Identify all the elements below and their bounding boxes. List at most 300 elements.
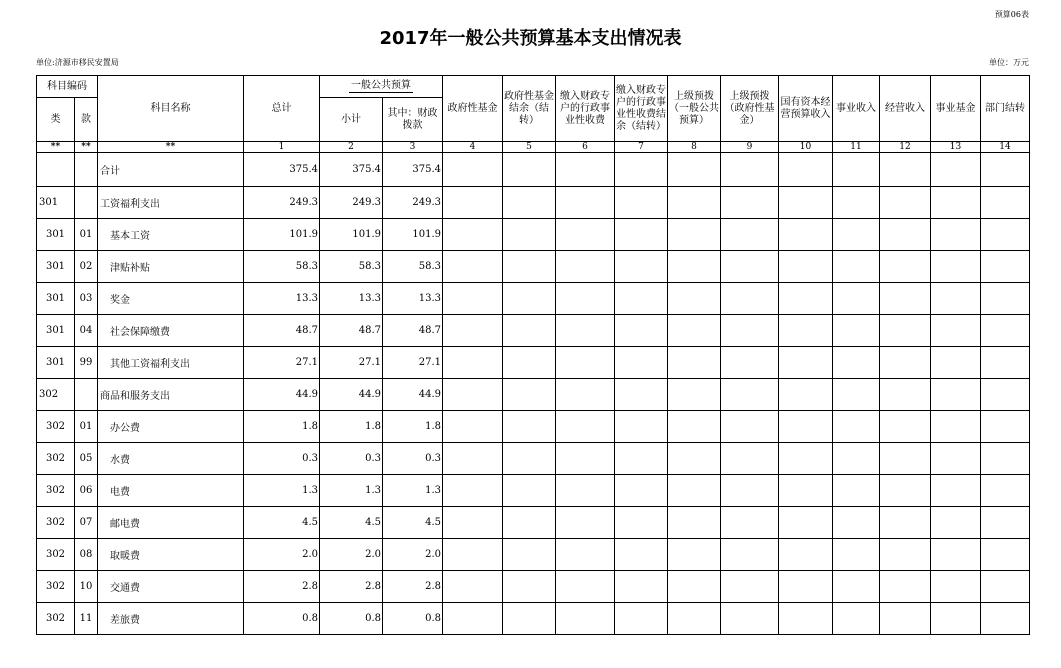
cell-empty <box>931 219 981 251</box>
cell-empty <box>931 153 981 187</box>
cell-empty <box>556 315 615 347</box>
cell-kuan: 01 <box>75 219 98 251</box>
cell-fiscal: 2.0 <box>383 539 443 571</box>
column-index-cell: 5 <box>503 142 556 153</box>
cell-fiscal: 48.7 <box>383 315 443 347</box>
cell-empty <box>503 443 556 475</box>
cell-fiscal: 1.3 <box>383 475 443 507</box>
cell-fiscal: 0.8 <box>383 603 443 635</box>
cell-name: 取暖费 <box>98 539 244 571</box>
cell-empty <box>503 379 556 411</box>
cell-fiscal: 2.8 <box>383 571 443 603</box>
cell-subtotal: 2.0 <box>320 539 383 571</box>
cell-kuan: 10 <box>75 571 98 603</box>
cell-total: 0.3 <box>244 443 320 475</box>
cell-empty <box>981 187 1030 219</box>
column-index-cell: 1 <box>244 142 320 153</box>
cell-fiscal: 13.3 <box>383 283 443 315</box>
cell-empty <box>668 571 721 603</box>
table-row <box>37 507 1030 539</box>
column-index-row <box>37 142 1030 153</box>
cell-empty <box>615 443 668 475</box>
cell-kuan: 06 <box>75 475 98 507</box>
cell-empty <box>443 443 503 475</box>
cell-empty <box>615 379 668 411</box>
cell-total: 48.7 <box>244 315 320 347</box>
cell-empty <box>880 603 931 635</box>
cell-lei: 302 <box>37 379 75 411</box>
cell-empty <box>880 153 931 187</box>
cell-subtotal: 4.5 <box>320 507 383 539</box>
cell-empty <box>880 507 931 539</box>
cell-empty <box>615 507 668 539</box>
cell-empty <box>833 507 880 539</box>
header-superior-gov-fund: 上级预拨（政府性基金） <box>721 76 779 142</box>
cell-empty <box>615 315 668 347</box>
cell-total: 101.9 <box>244 219 320 251</box>
table-row <box>37 187 1030 219</box>
cell-subtotal: 13.3 <box>320 283 383 315</box>
cell-empty <box>503 187 556 219</box>
cell-empty <box>880 347 931 379</box>
cell-empty <box>721 603 779 635</box>
header-fiscal-admin-fee: 缴入财政专户的行政事业性收费 <box>556 76 615 142</box>
cell-empty <box>779 219 833 251</box>
cell-empty <box>833 153 880 187</box>
unit-currency: 单位：万元 <box>989 58 1029 67</box>
cell-empty <box>668 219 721 251</box>
cell-empty <box>668 443 721 475</box>
cell-empty <box>931 315 981 347</box>
cell-empty <box>981 153 1030 187</box>
cell-subtotal: 0.3 <box>320 443 383 475</box>
cell-empty <box>779 443 833 475</box>
table-row <box>37 571 1030 603</box>
cell-empty <box>931 411 981 443</box>
cell-empty <box>503 251 556 283</box>
cell-empty <box>779 571 833 603</box>
cell-total: 0.8 <box>244 603 320 635</box>
header-fiscal-admin-fee-balance: 缴入财政专户的行政事业性收费结余（结转） <box>615 76 668 142</box>
cell-kuan <box>75 187 98 219</box>
cell-empty <box>981 411 1030 443</box>
header-kuan: 款 <box>75 98 98 142</box>
cell-name: 水费 <box>98 443 244 475</box>
cell-name: 其他工资福利支出 <box>98 347 244 379</box>
header-fiscal: 其中：财政拨款 <box>383 98 443 142</box>
cell-empty <box>503 153 556 187</box>
cell-empty <box>556 379 615 411</box>
cell-empty <box>668 539 721 571</box>
column-index-cell: 11 <box>833 142 880 153</box>
cell-empty <box>779 603 833 635</box>
cell-empty <box>981 443 1030 475</box>
cell-fiscal: 0.3 <box>383 443 443 475</box>
cell-empty <box>615 347 668 379</box>
cell-empty <box>615 411 668 443</box>
cell-total: 2.8 <box>244 571 320 603</box>
cell-empty <box>615 475 668 507</box>
table-row <box>37 539 1030 571</box>
cell-fiscal: 375.4 <box>383 153 443 187</box>
cell-empty <box>668 315 721 347</box>
cell-empty <box>981 315 1030 347</box>
cell-total: 44.9 <box>244 379 320 411</box>
cell-subtotal: 101.9 <box>320 219 383 251</box>
header-general-budget <box>320 76 443 98</box>
column-index-cell: 10 <box>779 142 833 153</box>
column-index-cell: 6 <box>556 142 615 153</box>
table-row <box>37 251 1030 283</box>
cell-total: 27.1 <box>244 347 320 379</box>
cell-empty <box>443 283 503 315</box>
cell-total: 13.3 <box>244 283 320 315</box>
cell-empty <box>443 571 503 603</box>
cell-lei: 301 <box>37 251 75 283</box>
header-career-income: 事业收入 <box>833 76 880 142</box>
column-index-cell: 7 <box>615 142 668 153</box>
cell-empty <box>721 251 779 283</box>
cell-empty <box>556 219 615 251</box>
cell-empty <box>556 187 615 219</box>
unit-organization: 单位:济源市移民安置局 <box>36 58 119 67</box>
cell-empty <box>503 475 556 507</box>
table-row <box>37 153 1030 187</box>
document-title: 2017年一般公共预算基本支出情况表 <box>379 28 682 49</box>
cell-lei: 302 <box>37 603 75 635</box>
cell-lei: 301 <box>37 187 75 219</box>
cell-empty <box>833 475 880 507</box>
cell-total: 58.3 <box>244 251 320 283</box>
cell-empty <box>556 153 615 187</box>
cell-kuan: 11 <box>75 603 98 635</box>
cell-empty <box>981 283 1030 315</box>
cell-empty <box>556 251 615 283</box>
cell-subtotal: 1.8 <box>320 411 383 443</box>
cell-empty <box>556 571 615 603</box>
cell-total: 249.3 <box>244 187 320 219</box>
cell-empty <box>615 539 668 571</box>
cell-name: 办公费 <box>98 411 244 443</box>
cell-empty <box>721 507 779 539</box>
cell-empty <box>443 475 503 507</box>
cell-empty <box>503 347 556 379</box>
column-index-cell: ** <box>37 142 75 153</box>
cell-empty <box>503 219 556 251</box>
cell-empty <box>668 187 721 219</box>
cell-empty <box>931 475 981 507</box>
table-row <box>37 219 1030 251</box>
cell-kuan <box>75 153 98 187</box>
cell-empty <box>668 347 721 379</box>
cell-empty <box>556 283 615 315</box>
cell-fiscal: 44.9 <box>383 379 443 411</box>
cell-empty <box>721 475 779 507</box>
cell-lei: 301 <box>37 283 75 315</box>
column-index-cell: 13 <box>931 142 981 153</box>
cell-kuan: 02 <box>75 251 98 283</box>
cell-empty <box>981 347 1030 379</box>
cell-empty <box>880 187 931 219</box>
cell-total: 1.3 <box>244 475 320 507</box>
cell-total: 2.0 <box>244 539 320 571</box>
cell-lei: 301 <box>37 219 75 251</box>
cell-empty <box>779 315 833 347</box>
header-state-capital: 国有资本经营预算收入 <box>779 76 833 142</box>
cell-empty <box>833 251 880 283</box>
header-career-fund: 事业基金 <box>931 76 981 142</box>
cell-empty <box>556 443 615 475</box>
cell-subtotal: 48.7 <box>320 315 383 347</box>
cell-empty <box>615 603 668 635</box>
cell-empty <box>833 219 880 251</box>
header-gov-fund-balance: 政府性基金结余（结转） <box>503 76 556 142</box>
cell-empty <box>668 507 721 539</box>
cell-empty <box>668 411 721 443</box>
cell-empty <box>615 283 668 315</box>
cell-empty <box>981 219 1030 251</box>
cell-kuan: 04 <box>75 315 98 347</box>
cell-empty <box>833 539 880 571</box>
cell-empty <box>443 315 503 347</box>
cell-lei: 302 <box>37 443 75 475</box>
cell-fiscal: 249.3 <box>383 187 443 219</box>
cell-empty <box>556 347 615 379</box>
cell-empty <box>880 539 931 571</box>
cell-empty <box>779 283 833 315</box>
cell-empty <box>721 347 779 379</box>
cell-empty <box>503 539 556 571</box>
cell-fiscal: 27.1 <box>383 347 443 379</box>
header-code-group: 科目编码 <box>37 76 98 98</box>
cell-empty <box>833 411 880 443</box>
cell-empty <box>931 251 981 283</box>
header-name: 科目名称 <box>98 76 244 142</box>
cell-empty <box>931 379 981 411</box>
cell-empty <box>833 347 880 379</box>
cell-empty <box>615 251 668 283</box>
cell-empty <box>880 379 931 411</box>
cell-lei <box>37 153 75 187</box>
cell-empty <box>981 539 1030 571</box>
cell-name: 电费 <box>98 475 244 507</box>
cell-empty <box>931 507 981 539</box>
cell-name: 奖金 <box>98 283 244 315</box>
cell-empty <box>668 603 721 635</box>
cell-lei: 301 <box>37 347 75 379</box>
cell-kuan: 99 <box>75 347 98 379</box>
cell-empty <box>668 379 721 411</box>
cell-empty <box>880 283 931 315</box>
cell-empty <box>779 379 833 411</box>
cell-empty <box>880 443 931 475</box>
cell-empty <box>931 603 981 635</box>
cell-empty <box>721 539 779 571</box>
cell-empty <box>503 411 556 443</box>
cell-name: 商品和服务支出 <box>98 379 244 411</box>
cell-empty <box>556 603 615 635</box>
cell-empty <box>981 507 1030 539</box>
cell-empty <box>721 379 779 411</box>
cell-empty <box>721 219 779 251</box>
cell-empty <box>443 153 503 187</box>
cell-fiscal: 1.8 <box>383 411 443 443</box>
cell-empty <box>779 347 833 379</box>
cell-empty <box>503 603 556 635</box>
cell-empty <box>833 379 880 411</box>
cell-empty <box>556 475 615 507</box>
cell-empty <box>880 475 931 507</box>
cell-empty <box>503 315 556 347</box>
cell-name: 工资福利支出 <box>98 187 244 219</box>
cell-empty <box>931 283 981 315</box>
cell-empty <box>443 347 503 379</box>
cell-empty <box>880 315 931 347</box>
cell-empty <box>556 539 615 571</box>
cell-empty <box>443 539 503 571</box>
cell-lei: 302 <box>37 411 75 443</box>
table-row <box>37 347 1030 379</box>
cell-subtotal: 1.3 <box>320 475 383 507</box>
cell-empty <box>880 219 931 251</box>
cell-empty <box>779 187 833 219</box>
cell-empty <box>931 571 981 603</box>
cell-empty <box>880 411 931 443</box>
cell-subtotal: 27.1 <box>320 347 383 379</box>
cell-empty <box>443 507 503 539</box>
cell-empty <box>981 251 1030 283</box>
cell-empty <box>721 571 779 603</box>
cell-total: 1.8 <box>244 411 320 443</box>
header-dept-carryover: 部门结转 <box>981 76 1030 142</box>
cell-empty <box>721 153 779 187</box>
cell-subtotal: 44.9 <box>320 379 383 411</box>
column-index-cell: 2 <box>320 142 383 153</box>
cell-empty <box>721 187 779 219</box>
cell-name: 交通费 <box>98 571 244 603</box>
cell-empty <box>981 603 1030 635</box>
cell-empty <box>443 219 503 251</box>
cell-kuan: 07 <box>75 507 98 539</box>
cell-lei: 301 <box>37 315 75 347</box>
column-index-cell: ** <box>98 142 244 153</box>
cell-empty <box>779 475 833 507</box>
cell-empty <box>443 187 503 219</box>
column-index-cell: 12 <box>880 142 931 153</box>
cell-name: 基本工资 <box>98 219 244 251</box>
cell-empty <box>981 379 1030 411</box>
budget-table <box>36 75 1030 635</box>
header-general-budget-label: 一般公共预算 <box>351 80 411 91</box>
cell-empty <box>443 411 503 443</box>
cell-kuan: 05 <box>75 443 98 475</box>
cell-empty <box>880 571 931 603</box>
cell-subtotal: 249.3 <box>320 187 383 219</box>
cell-empty <box>833 443 880 475</box>
cell-empty <box>615 153 668 187</box>
column-index-cell: 14 <box>981 142 1030 153</box>
cell-empty <box>931 443 981 475</box>
header-lei: 类 <box>37 98 75 142</box>
cell-empty <box>721 315 779 347</box>
cell-total: 4.5 <box>244 507 320 539</box>
cell-empty <box>779 153 833 187</box>
cell-subtotal: 2.8 <box>320 571 383 603</box>
column-index-cell: 8 <box>668 142 721 153</box>
cell-empty <box>668 283 721 315</box>
cell-kuan <box>75 379 98 411</box>
cell-empty <box>833 603 880 635</box>
cell-empty <box>779 251 833 283</box>
cell-empty <box>981 475 1030 507</box>
cell-name: 邮电费 <box>98 507 244 539</box>
cell-empty <box>721 411 779 443</box>
column-index-cell: 9 <box>721 142 779 153</box>
cell-name: 社会保障缴费 <box>98 315 244 347</box>
cell-empty <box>503 571 556 603</box>
cell-empty <box>668 475 721 507</box>
cell-empty <box>779 507 833 539</box>
cell-subtotal: 375.4 <box>320 153 383 187</box>
cell-empty <box>556 411 615 443</box>
cell-empty <box>668 251 721 283</box>
header-operating-income: 经营收入 <box>880 76 931 142</box>
header-gov-fund: 政府性基金 <box>443 76 503 142</box>
cell-empty <box>779 539 833 571</box>
cell-empty <box>833 187 880 219</box>
header-superior-general: 上级预拨（一般公共预算） <box>668 76 721 142</box>
cell-empty <box>443 603 503 635</box>
column-index-cell: ** <box>75 142 98 153</box>
cell-empty <box>779 411 833 443</box>
column-index-cell: 3 <box>383 142 443 153</box>
header-subtotal: 小计 <box>320 98 383 142</box>
cell-lei: 302 <box>37 475 75 507</box>
table-row <box>37 283 1030 315</box>
column-index-cell: 4 <box>443 142 503 153</box>
table-row <box>37 315 1030 347</box>
cell-subtotal: 58.3 <box>320 251 383 283</box>
cell-empty <box>503 507 556 539</box>
cell-fiscal: 4.5 <box>383 507 443 539</box>
cell-lei: 302 <box>37 507 75 539</box>
cell-fiscal: 58.3 <box>383 251 443 283</box>
cell-empty <box>931 539 981 571</box>
cell-empty <box>721 443 779 475</box>
cell-empty <box>880 251 931 283</box>
cell-empty <box>833 283 880 315</box>
table-row <box>37 603 1030 635</box>
cell-empty <box>615 219 668 251</box>
cell-empty <box>721 283 779 315</box>
cell-empty <box>931 347 981 379</box>
table-row <box>37 475 1030 507</box>
cell-total: 375.4 <box>244 153 320 187</box>
cell-empty <box>503 283 556 315</box>
cell-empty <box>615 571 668 603</box>
cell-kuan: 08 <box>75 539 98 571</box>
cell-kuan: 01 <box>75 411 98 443</box>
header-total: 总计 <box>244 76 320 142</box>
cell-empty <box>668 153 721 187</box>
cell-empty <box>443 251 503 283</box>
cell-empty <box>981 571 1030 603</box>
table-row <box>37 379 1030 411</box>
cell-name: 津贴补贴 <box>98 251 244 283</box>
cell-empty <box>931 187 981 219</box>
cell-lei: 302 <box>37 539 75 571</box>
cell-empty <box>833 315 880 347</box>
